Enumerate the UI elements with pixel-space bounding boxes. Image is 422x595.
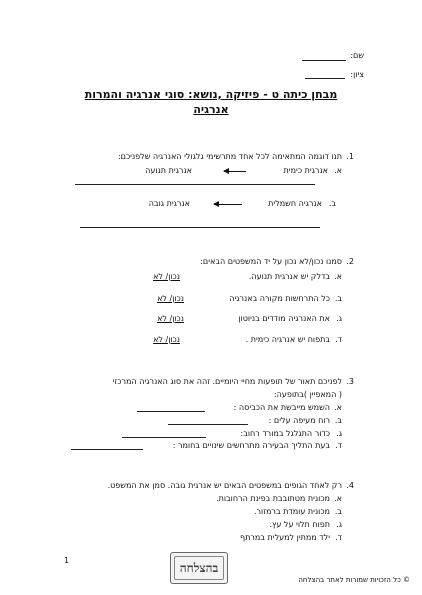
q2-c-letter: ג.: [336, 314, 342, 323]
grade-field-line[interactable]: [305, 78, 345, 79]
q1-a-arrow: [224, 171, 246, 172]
q3-b-answer-line[interactable]: [168, 424, 248, 425]
q3-c-answer-line[interactable]: [122, 437, 206, 438]
q3-text-line2: ( המאפיין )בתופעה:: [273, 390, 342, 399]
q2-c-mark[interactable]: נכון/ לא: [157, 314, 184, 323]
q3-number: 3.: [346, 377, 354, 386]
q4-a-text[interactable]: מכונית מטתובבת בפינת הרחובות.: [216, 494, 330, 503]
q1-a-answer-line[interactable]: [75, 184, 315, 185]
q1-text: תנו דוגמה המתאימה לכל אחד מתרשימי גלגולי האנרגיה שלפניכם:: [117, 152, 342, 161]
grade-label: ציון:: [350, 70, 364, 79]
q3-c-letter: ג.: [336, 429, 342, 438]
q3-d-letter: ד.: [335, 441, 342, 450]
q2-a-mark[interactable]: נכון/ לא: [153, 272, 180, 281]
q3-a-text: השמש מייבשת את הכביסה :: [233, 403, 330, 412]
q2-text: סמנו נכון/לא נכון על יד המשפטים הבאים:: [200, 257, 342, 266]
copyright-text: © כל הזכויות שמורות לאתר בהצלחה: [298, 576, 410, 584]
q2-b-mark[interactable]: נכון/ לא: [157, 294, 184, 303]
q3-a-letter: א.: [334, 403, 342, 412]
page-number: 1: [64, 556, 70, 565]
q1-b-from: אנרגיה חשמלית: [268, 199, 322, 208]
q1-b-arrow: [214, 204, 242, 205]
page-title: מבחן כיתה ט - פיזיקה ,נושא: סוגי אנרגיה והמרות: [84, 88, 338, 101]
q3-a-answer-line[interactable]: [137, 411, 205, 412]
q2-b-letter: ב.: [334, 294, 342, 303]
q4-b-text[interactable]: מכונית עומדת ברמזור.: [253, 507, 330, 516]
q3-d-answer-line[interactable]: [71, 449, 143, 450]
q3-b-text: רוח מעיפה עלים :: [268, 416, 330, 425]
q2-d-letter: ד.: [335, 335, 342, 344]
q2-b-text: כל התרחשות מקורה באנרגיה: [229, 294, 330, 303]
q4-a-letter: א.: [334, 494, 342, 503]
q3-b-letter: ב.: [334, 416, 342, 425]
q3-text-line1: לפניכם תאור של תופעות מחיי היומיים. זהה את סוג האנרגיה המרכזי: [112, 377, 342, 386]
q2-a-text: בדלק יש אנרגית תנועה.: [248, 272, 330, 281]
page-title-line2: אנרגיה: [193, 103, 229, 116]
q2-d-text: בתפוח יש אנרגיה כימית .: [245, 335, 330, 344]
q3-c-text: כדור התגלגל במורד רחוב:: [240, 429, 330, 438]
q4-c-text[interactable]: תפוח תלוי על עץ.: [269, 520, 330, 529]
name-label: שם:: [350, 51, 364, 60]
q2-number: 2.: [346, 257, 354, 266]
q1-a-letter: א.: [334, 166, 342, 175]
q3-d-text: בעת התליך הבעירה מתרחשים שינויים בחומר :: [172, 441, 330, 450]
q4-d-letter: ד.: [335, 533, 342, 542]
logo-text: בהצלחה: [174, 556, 224, 580]
q1-b-letter: ב.: [328, 199, 336, 208]
q1-number: 1.: [346, 152, 354, 161]
q1-a-to: אנרגית תנועה: [145, 166, 192, 175]
q4-text: רק לאחד הגופים במשפטים הבאים יש אנרגית גובה. סמן את המשפט.: [107, 481, 342, 490]
q1-a-from: אנרגית כימית: [283, 166, 328, 175]
q1-b-answer-line[interactable]: [80, 227, 320, 228]
q2-a-letter: א.: [334, 272, 342, 281]
q4-d-text[interactable]: ילד ממתין למעלית במרתף: [240, 533, 330, 542]
q1-b-to: אנרגית גובה: [148, 199, 190, 208]
q2-c-text: את האנרגיה מודדים בניוטון: [238, 314, 330, 323]
q2-d-mark[interactable]: נכון/ לא: [153, 335, 180, 344]
site-logo: [170, 552, 228, 584]
q4-c-letter: ג.: [336, 520, 342, 529]
q4-number: 4.: [346, 481, 354, 490]
name-field-line[interactable]: [302, 60, 346, 61]
q4-b-letter: ב.: [334, 507, 342, 516]
